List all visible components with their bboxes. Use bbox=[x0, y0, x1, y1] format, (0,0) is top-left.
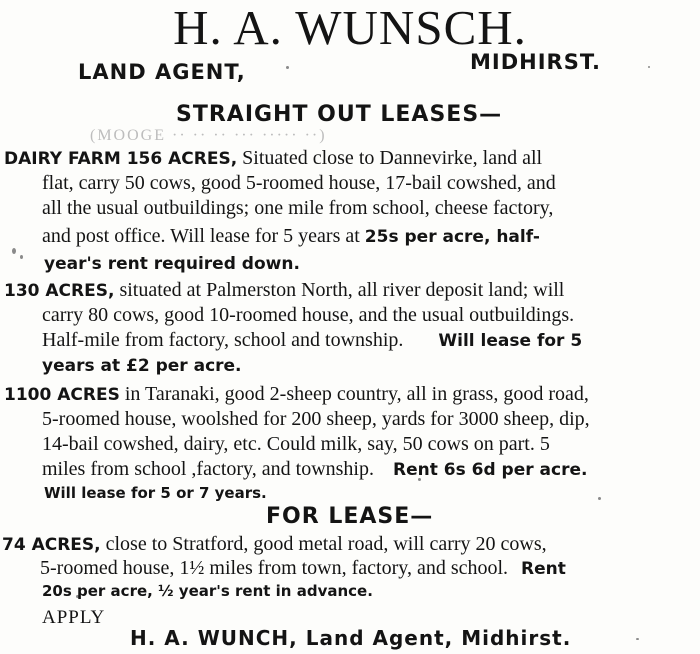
apply-label: APPLY bbox=[42, 607, 106, 628]
listing-text: 5-roomed house, 1½ miles from town, factory, and school. bbox=[40, 557, 509, 579]
listing-text: Situated close to Dannevirke, land all bbox=[242, 147, 543, 169]
ink-speck bbox=[12, 248, 16, 254]
listing-text: Half-mile from factory, school and township. bbox=[42, 329, 404, 351]
listing-130-acres-title: 130 ACRES, bbox=[4, 281, 115, 301]
listing-text: all the usual outbuildings; one mile from school, cheese factory, bbox=[42, 197, 554, 219]
listing-74-acres-price: 20s per acre, ½ year's rent in advance. bbox=[42, 582, 373, 600]
listing-text: miles from school ,factory, and township. bbox=[42, 458, 374, 480]
listing-text: close to Stratford, good metal road, will carry 20 cows, bbox=[105, 533, 547, 555]
listing-74-acres-line-2 bbox=[40, 558, 566, 578]
listing-text: carry 80 cows, good 10-roomed house, and the usual outbuildings. bbox=[42, 304, 575, 326]
listing-1100-acres-terms bbox=[42, 459, 587, 479]
listing-text: and post office. Will lease for 5 years at bbox=[42, 225, 360, 247]
listing-1100-acres-title: 1100 ACRES bbox=[4, 385, 120, 405]
listing-1100-acres-lease: Will lease for 5 or 7 years. bbox=[44, 484, 267, 502]
listing-1100-acres-price: Rent 6s 6d per acre. bbox=[392, 460, 588, 480]
listing-text: in Taranaki, good 2-sheep country, all in grass, good road, bbox=[124, 383, 589, 405]
ink-speck bbox=[20, 255, 23, 259]
listing-dairy-farm-line-1 bbox=[4, 148, 542, 168]
listing-130-acres-line-1 bbox=[4, 280, 564, 300]
listing-130-acres-price: years at £2 per acre. bbox=[42, 356, 242, 376]
land-agent-subtitle: LAND AGENT, bbox=[78, 60, 246, 84]
contact-line: H. A. WUNCH, Land Agent, Midhirst. bbox=[130, 626, 572, 650]
listing-dairy-farm-price: 25s per acre, half- bbox=[364, 227, 540, 247]
listing-text: 5-roomed house, woolshed for 200 sheep, yards for 3000 sheep, dip, bbox=[42, 408, 590, 430]
listing-130-acres-terms bbox=[42, 330, 582, 350]
listing-74-acres-title: 74 ACRES, bbox=[2, 535, 101, 555]
listing-text: 14-bail cowshed, dairy, etc. Could milk, say, 50 cows on part. 5 bbox=[42, 433, 550, 455]
bleed-through-texture: (MOOGE ·· ·· ·· ··· ····· ··) bbox=[90, 127, 327, 144]
listing-dairy-farm-title: DAIRY FARM 156 ACRES, bbox=[4, 149, 238, 169]
listing-dairy-farm-terms bbox=[42, 226, 540, 246]
straight-out-leases-heading: STRAIGHT OUT LEASES— bbox=[176, 102, 503, 127]
listing-text: situated at Palmerston North, all river deposit land; will bbox=[119, 279, 565, 301]
for-lease-heading: FOR LEASE— bbox=[266, 504, 434, 529]
ink-speck bbox=[598, 497, 601, 500]
listing-130-acres-lease: Will lease for 5 bbox=[438, 331, 583, 351]
ink-speck bbox=[648, 66, 650, 68]
ink-speck bbox=[636, 638, 639, 640]
location-subtitle: MIDHIRST. bbox=[470, 50, 601, 74]
ink-speck bbox=[286, 66, 289, 69]
listing-dairy-farm-rent-note: year's rent required down. bbox=[44, 254, 300, 274]
listing-74-acres-rent-label: Rent bbox=[521, 559, 566, 579]
listing-1100-acres-line-1 bbox=[4, 384, 589, 404]
listing-74-acres-line-1 bbox=[2, 534, 547, 554]
listing-text: flat, carry 50 cows, good 5-roomed house, 17-bail cowshed, and bbox=[42, 172, 556, 194]
advertiser-title: H. A. WUNSCH. bbox=[173, 0, 527, 55]
